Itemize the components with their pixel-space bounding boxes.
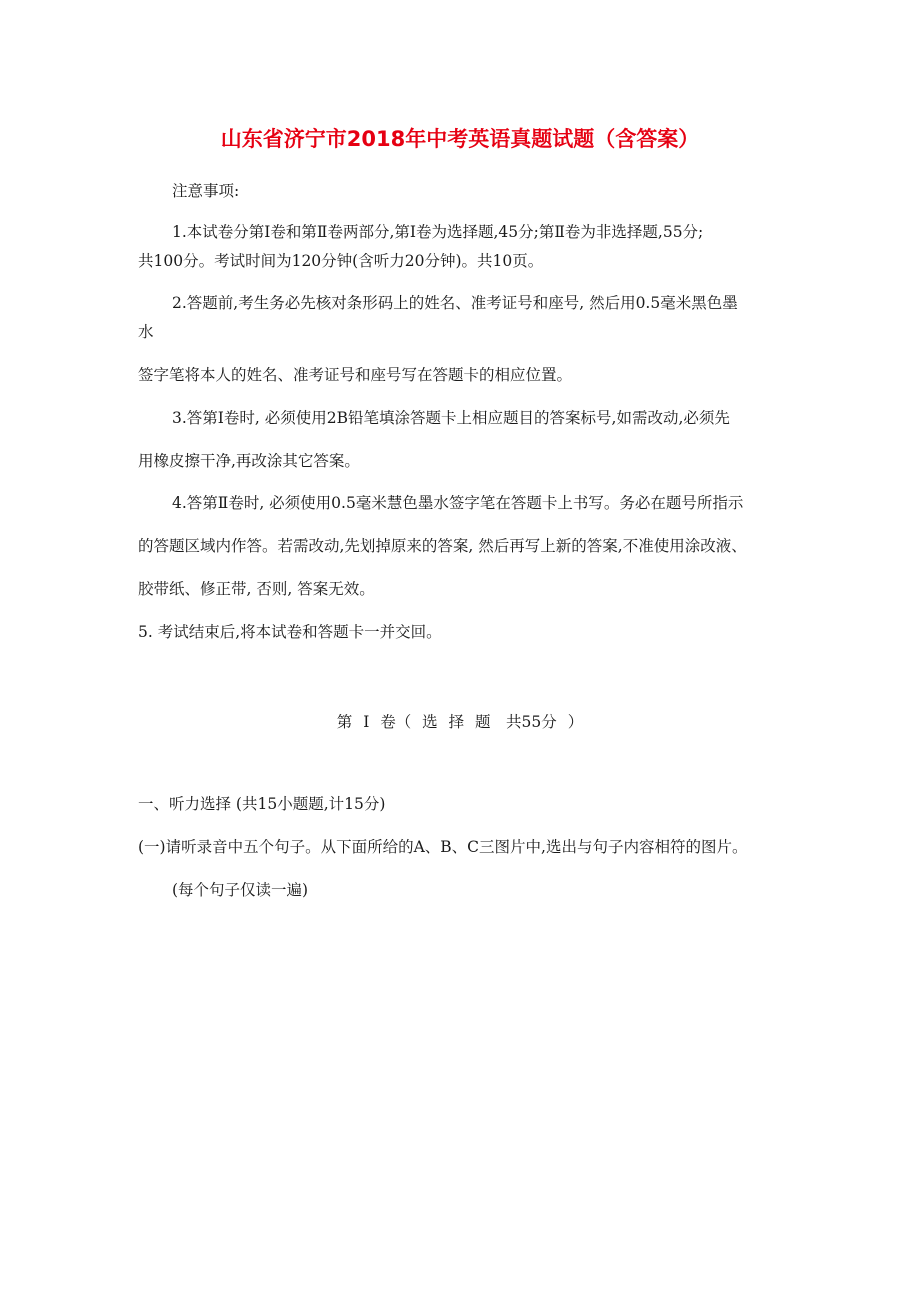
part1-heading: 一、听力选择 (共15小题题,计15分)	[138, 795, 386, 813]
note-4-line-3: 胶带纸、修正带, 否则, 答案无效。	[138, 580, 375, 598]
note-1-line-2: 共100分。考试时间为120分钟(含听力20分钟)。共10页。	[138, 252, 544, 270]
section-title: 第 Ⅰ 卷（ 选 择 题 共55分 ）	[336, 713, 584, 731]
part1-note: (每个句子仅读一遍)	[172, 881, 309, 899]
document-title: 山东省济宁市2018年中考英语真题试题（含答案）	[220, 127, 700, 151]
note-2-line-1: 2.答题前,考生务必先核对条形码上的姓名、准考证号和座号, 然后用0.5毫米黑色墨	[172, 294, 738, 312]
note-3-line-2: 用橡皮擦干净,再改涂其它答案。	[138, 452, 360, 470]
part1-instruction: (一)请听录音中五个句子。从下面所给的A、B、C三图片中,选出与句子内容相符的图片。	[138, 838, 748, 856]
note-2-line-2: 水	[138, 323, 154, 341]
note-4-line-1: 4.答第Ⅱ卷时, 必须使用0.5毫米慧色墨水签字笔在答题卡上书写。务必在题号所指示	[172, 494, 744, 512]
note-2-line-3: 签字笔将本人的姓名、准考证号和座号写在答题卡的相应位置。	[138, 366, 573, 384]
note-1-line-1: 1.本试卷分第Ⅰ卷和第Ⅱ卷两部分,第Ⅰ卷为选择题,45分;第Ⅱ卷为非选择题,55分;	[172, 223, 704, 241]
note-5: 5. 考试结束后,将本试卷和答题卡一并交回。	[138, 623, 442, 641]
notice-heading: 注意事项:	[172, 182, 240, 200]
note-4-line-2: 的答题区域内作答。若需改动,先划掉原来的答案, 然后再写上新的答案,不准使用涂改液、	[138, 537, 747, 555]
note-3-line-1: 3.答第Ⅰ卷时, 必须使用2B铅笔填涂答题卡上相应题目的答案标号,如需改动,必须先	[172, 409, 730, 427]
